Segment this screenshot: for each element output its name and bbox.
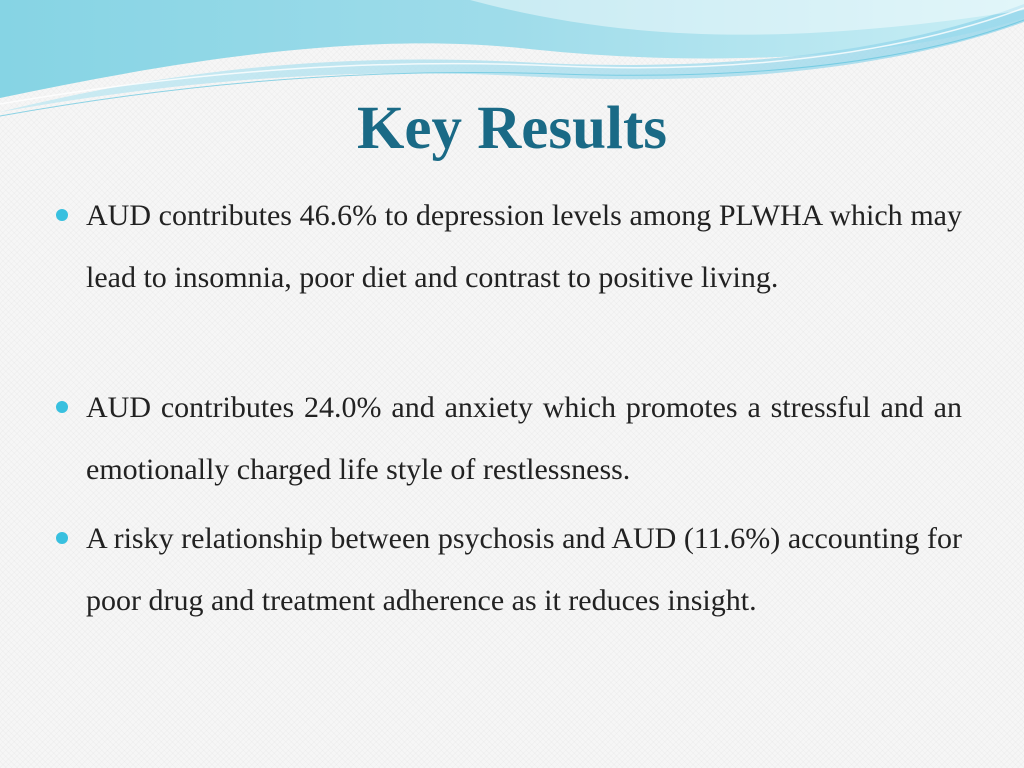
bullet-dot-icon xyxy=(56,532,68,544)
bullet-item xyxy=(86,377,962,500)
bullet-text: AUD contributes 24.0% and anxiety which promotes a stressful and an emotionally charged life style of restlessness. xyxy=(86,391,962,486)
bullet-text: A risky relationship between psychosis and AUD (11.6%) accounting for poor drug and treatment adherence as it reduces insight. xyxy=(86,522,962,617)
bullet-item xyxy=(86,508,962,631)
bullet-item xyxy=(86,185,962,308)
bullet-dot-icon xyxy=(56,401,68,413)
bullet-dot-icon xyxy=(56,209,68,221)
bullet-text: AUD contributes 46.6% to depression levels among PLWHA which may lead to insomnia, poor diet and contrast to positive living. xyxy=(86,199,962,294)
slide-title: Key Results xyxy=(356,95,668,162)
